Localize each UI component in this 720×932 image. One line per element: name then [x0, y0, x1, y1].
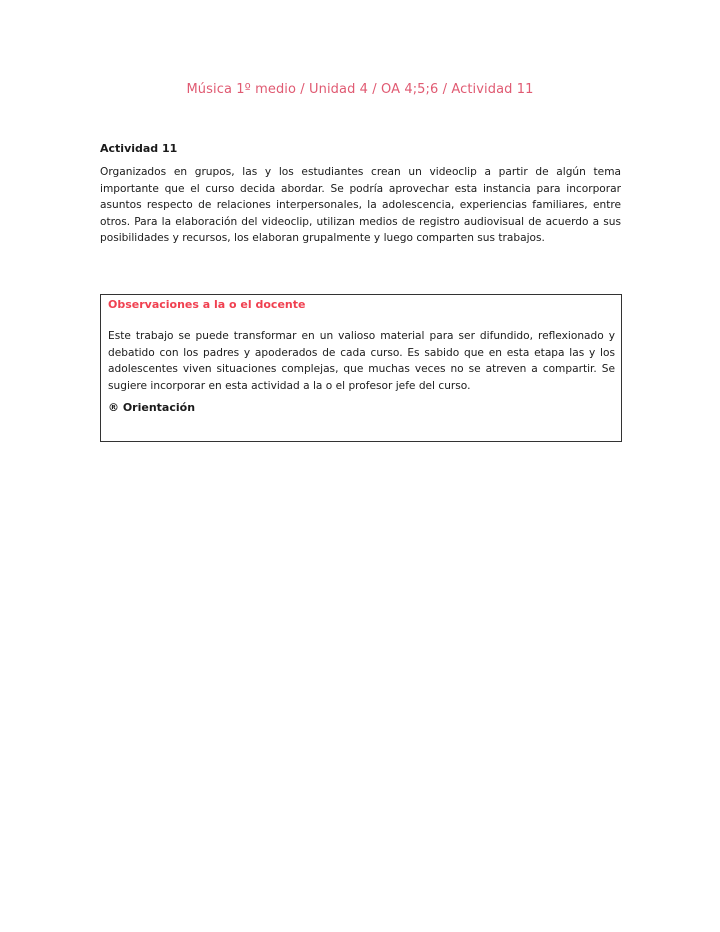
activity-description: Organizados en grupos, las y los estudiantes crean un videoclip a partir de algún tema importante que el curso decida abordar. Se podría aprovechar esta instancia para incorporar asuntos respecto de relaciones interpersonales, la adolescencia, experiencias familiares, entre otros. Para la elaboración del videoclip, utilizan medios de registro audiovisual de acuerdo a sus posibilidades y recursos, los elaboran grupalmente y luego comparten sus trabajos.: [100, 166, 621, 245]
activity-section: [100, 141, 621, 247]
observations-crosslink-orientation: ® Orientación: [108, 401, 196, 415]
observations-title: Observaciones a la o el docente: [108, 298, 306, 311]
activity-title: Actividad 11: [100, 142, 178, 155]
page-header-breadcrumb: Música 1º medio / Unidad 4 / OA 4;5;6 / Actividad 11: [186, 82, 534, 97]
teacher-observations-box: [100, 294, 622, 442]
observations-body: Este trabajo se puede transformar en un valioso material para ser difundido, reflexionado y debatido con los padres y apoderados de cada curso. Es sabido que en esta etapa las y los adolescentes viven situaciones complejas, que muchas veces no se atreven a compartir. Se sugiere incorporar en esta actividad a la o el profesor jefe del curso.: [108, 330, 615, 392]
